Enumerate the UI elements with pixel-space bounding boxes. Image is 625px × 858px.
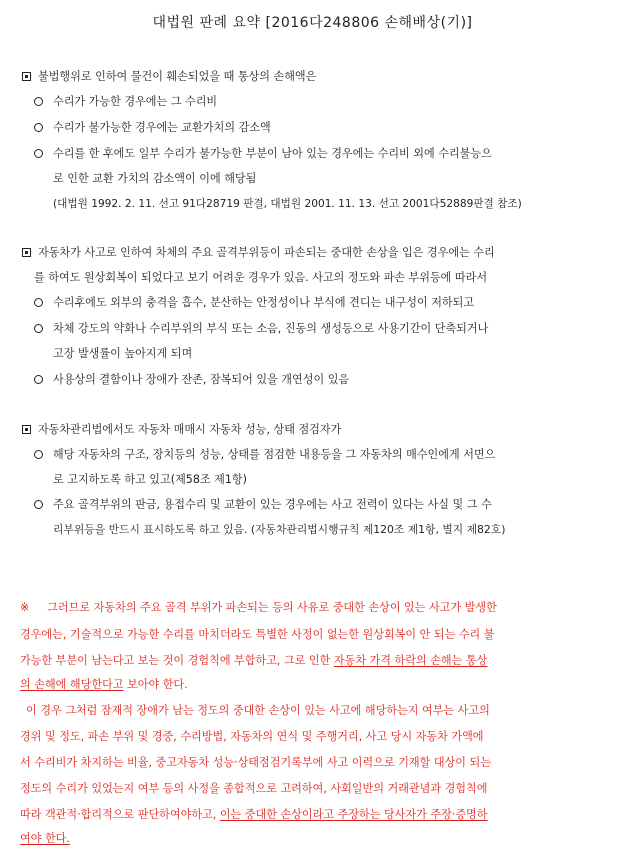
section2-item-1: 수리후에도 외부의 충격을 흡수, 분산하는 안정성이나 부식에 견디는 내구성이 저하되고 [34,296,474,310]
section2-heading: 자동차가 사고로 인하여 차체의 주요 골격부위등이 파손되는 중대한 손상을 입은 경우에는 수리 [22,246,495,260]
note-line-5: 이 경우 그처럼 잠재적 장애가 남는 정도의 중대한 손상이 있는 사고에 해당하는지 여부는 사고의 [26,704,490,717]
section1-heading: 불법행위로 인하여 물건이 훼손되었을 때 통상의 손해액은 [22,70,316,84]
section1-item-3: 수리를 한 후에도 일부 수리가 불가능한 부분이 남아 있는 경우에는 수리비 외에 수리불능으 [34,147,492,161]
note-line-2: 경우에는, 기술적으로 가능한 수리를 마치더라도 특별한 사정이 없는한 원상회복이 안 되는 수리 불 [20,628,495,641]
note-underlined: 여야 한다. [20,832,70,845]
note-line-7: 서 수리비가 차지하는 비율, 중고자동차 성능·상태점검기록부에 사고 이력으로 기재할 대상이 되는 [20,756,491,769]
note-line-6: 경위 및 정도, 파손 부위 및 경중, 수리방법, 자동차의 연식 및 주행거리, 사고 당시 자동차 가액에 [20,730,484,743]
section3-item-1-cont: 로 고지하도록 하고 있고(제58조 제1항) [53,473,247,486]
note-line-10 [20,832,70,846]
section1-citation: (대법원 1992. 2. 11. 선고 91다28719 판결, 대법원 2001. 11. 13. 선고 2001다52889판결 참조) [53,198,522,210]
section3-item-2: 주요 골격부위의 판금, 용접수리 및 교환이 있는 경우에는 사고 전력이 있다는 사실 및 그 수 [34,498,492,512]
section3-item-2-cont: 리부위등을 반드시 표시하도록 하고 있음. (자동차관리법시행규칙 제120조 제1항, 별지 제82호) [53,523,506,536]
page-title: 대법원 판례 요약 [2016다248806 손해배상(기)] [152,15,473,31]
square-bullet-icon [22,248,31,257]
section1-item-1: 수리가 가능한 경우에는 그 수리비 [34,95,217,109]
section1-item-3-cont: 로 인한 교환 가치의 감소액이 이에 해당됨 [53,172,257,185]
section2-item-2-cont: 고장 발생률이 높아지게 되며 [53,347,193,360]
square-bullet-icon [22,72,31,81]
section2-item-2: 차체 강도의 약화나 수리부위의 부식 또는 소음, 진동의 생성등으로 사용기간이 단축되거나 [34,322,488,336]
note-underlined: 자동차 가격 하락의 손해는 통상 [333,654,488,667]
circle-bullet-icon [34,123,43,132]
circle-bullet-icon [34,298,43,307]
note-underlined: 이는 중대한 손상이라고 주장하는 당사자가 주장·증명하 [219,808,488,821]
circle-bullet-icon [34,375,43,384]
note-mark: ※ [20,601,30,614]
circle-bullet-icon [34,500,43,509]
square-bullet-icon [22,425,31,434]
note-line-8: 정도의 수리가 있었는지 여부 등의 사정을 종합적으로 고려하여, 사회일반의 거래관념과 경험칙에 [20,782,488,795]
circle-bullet-icon [34,450,43,459]
section1-item-2: 수리가 불가능한 경우에는 교환가치의 감소액 [34,121,271,135]
circle-bullet-icon [34,97,43,106]
section3-item-1: 해당 자동차의 구조, 장치등의 성능, 상태를 점검한 내용등을 그 자동차의 매수인에게 서면으 [34,448,495,462]
note-line-9: 따라 객관적·합리적으로 판단하여야하고, 이는 중대한 손상이라고 주장하는 당사자가 주장·증명하 [20,808,488,821]
note-line-1: ※ 그러므로 자동차의 주요 골격 부위가 파손되는 등의 사유로 중대한 손상이 있는 사고가 발생한 [20,601,497,614]
note-line-4: 의 손해에 해당한다고 보아야 한다. [20,678,188,691]
note-underlined: 의 손해에 해당한다고 [20,678,124,691]
section3-heading: 자동차관리법에서도 자동차 매매시 자동차 성능, 상태 점검자가 [22,423,341,437]
note-line-3: 가능한 부분이 남는다고 보는 것이 경험칙에 부합하고, 그로 인한 자동차 가격 하락의 손해는 통상 [20,654,488,667]
circle-bullet-icon [34,149,43,158]
circle-bullet-icon [34,324,43,333]
section2-heading-cont: 를 하여도 원상회복이 되었다고 보기 어려운 경우가 있음. 사고의 정도와 파손 부위등에 따라서 [34,271,488,284]
section2-item-3: 사용상의 결함이나 장애가 잔존, 잠복되어 있을 개연성이 있음 [34,373,349,387]
